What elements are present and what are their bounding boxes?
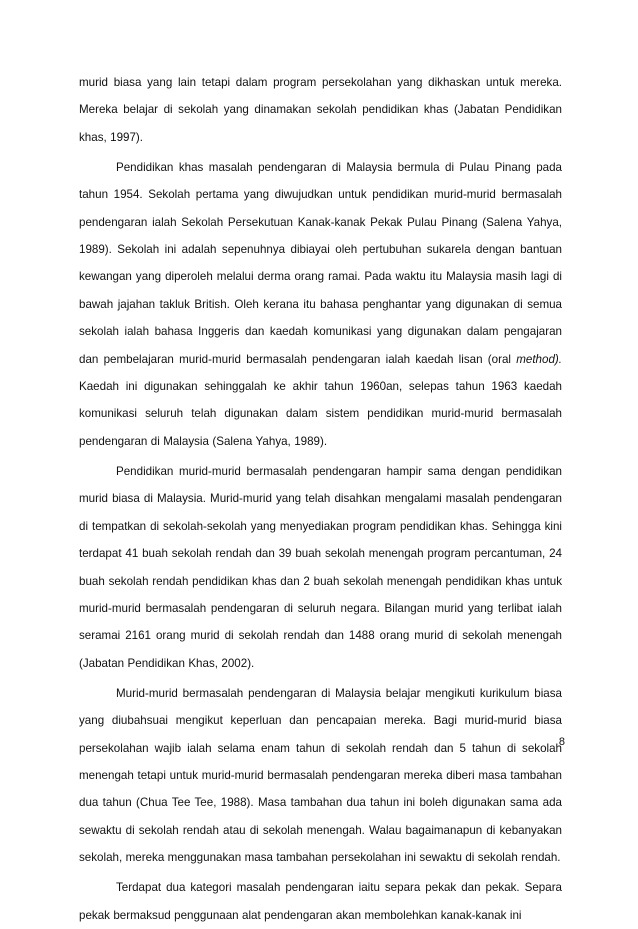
paragraph-2 <box>79 154 562 455</box>
paragraph-5: Terdapat dua kategori masalah pendengaran iaitu separa pekak dan pekak. Separa pekak bermaksud penggunaan alat pendengaran akan membolehkan kanak-kanak ini <box>79 881 562 922</box>
paragraph-2-text-b: Kaedah ini digunakan sehinggalah ke akhir tahun 1960an, selepas tahun 1963 kaedah komunikasi seluruh telah digunakan dalam sistem pendidikan murid-murid bermasalah pendengaran di Malaysia (Salena Yahya, 1989). <box>79 380 562 448</box>
paragraph-4: Murid-murid bermasalah pendengaran di Malaysia belajar mengikuti kurikulum biasa yang diubahsuai mengikut keperluan dan pencapaian mereka. Bagi murid-murid biasa persekolahan wajib ialah selama enam tahun di sekolah rendah dan 5 tahun di sekolah menengah tetapi untuk murid-murid bermasalah pendengaran mereka diberi masa tambahan dua tahun (Chua Tee Tee, 1988). Masa tambahan dua tahun ini boleh digunakan sama ada sewaktu di sekolah rendah atau di sekolah menengah. Walau bagaimanapun di kebanyakan sekolah, mereka menggunakan masa tambahan persekolahan ini sewaktu di sekolah rendah. <box>79 686 562 865</box>
paragraph-1: murid biasa yang lain tetapi dalam program persekolahan yang dikhaskan untuk mereka. Mereka belajar di sekolah yang dinamakan sekolah pendidikan khas (Jabatan Pendidikan khas, 1997). <box>79 76 562 144</box>
paragraph-2-italic: method). <box>516 352 562 366</box>
document-page <box>79 69 562 929</box>
page-number: 8 <box>558 736 565 748</box>
paragraph-3: Pendidikan murid-murid bermasalah pendengaran hampir sama dengan pendidikan murid biasa di Malaysia. Murid-murid yang telah disahkan mengalami masalah pendengaran di tempatkan di sekolah-sekolah yang menyediakan program pendidikan khas. Sehingga kini terdapat 41 buah sekolah rendah dan 39 buah sekolah menengah program percantuman, 24 buah sekolah rendah pendidikan khas dan 2 buah sekolah menengah pendidikan khas untuk murid-murid bermasalah pendengaran di seluruh negara. Bilangan murid yang terlibat ialah seramai 2161 orang murid di sekolah rendah dan 1488 orang murid di sekolah menengah (Jabatan Pendidikan Khas, 2002). <box>79 464 562 670</box>
paragraph-2-text-a: Pendidikan khas masalah pendengaran di Malaysia bermula di Pulau Pinang pada tahun 1954. Sekolah pertama yang diwujudkan untuk pendidikan murid-murid bermasalah pendengaran ialah Sekolah Persekutuan Kanak-kanak Pekak Pulau Pinang (Salena Yahya, 1989). Sekolah ini adalah sepenuhnya dibiayai oleh pertubuhan sukarela dengan bantuan kewangan yang diperoleh melalui derma orang ramai. Pada waktu itu Malaysia masih lagi di bawah jajahan takluk British. Oleh kerana itu bahasa penghantar yang digunakan di semua sekolah ialah bahasa Inggeris dan kaedah komunikasi yang digunakan dalam pengajaran dan pembelajaran murid-murid bermasalah pendengaran ialah kaedah lisan (oral <box>79 160 562 366</box>
